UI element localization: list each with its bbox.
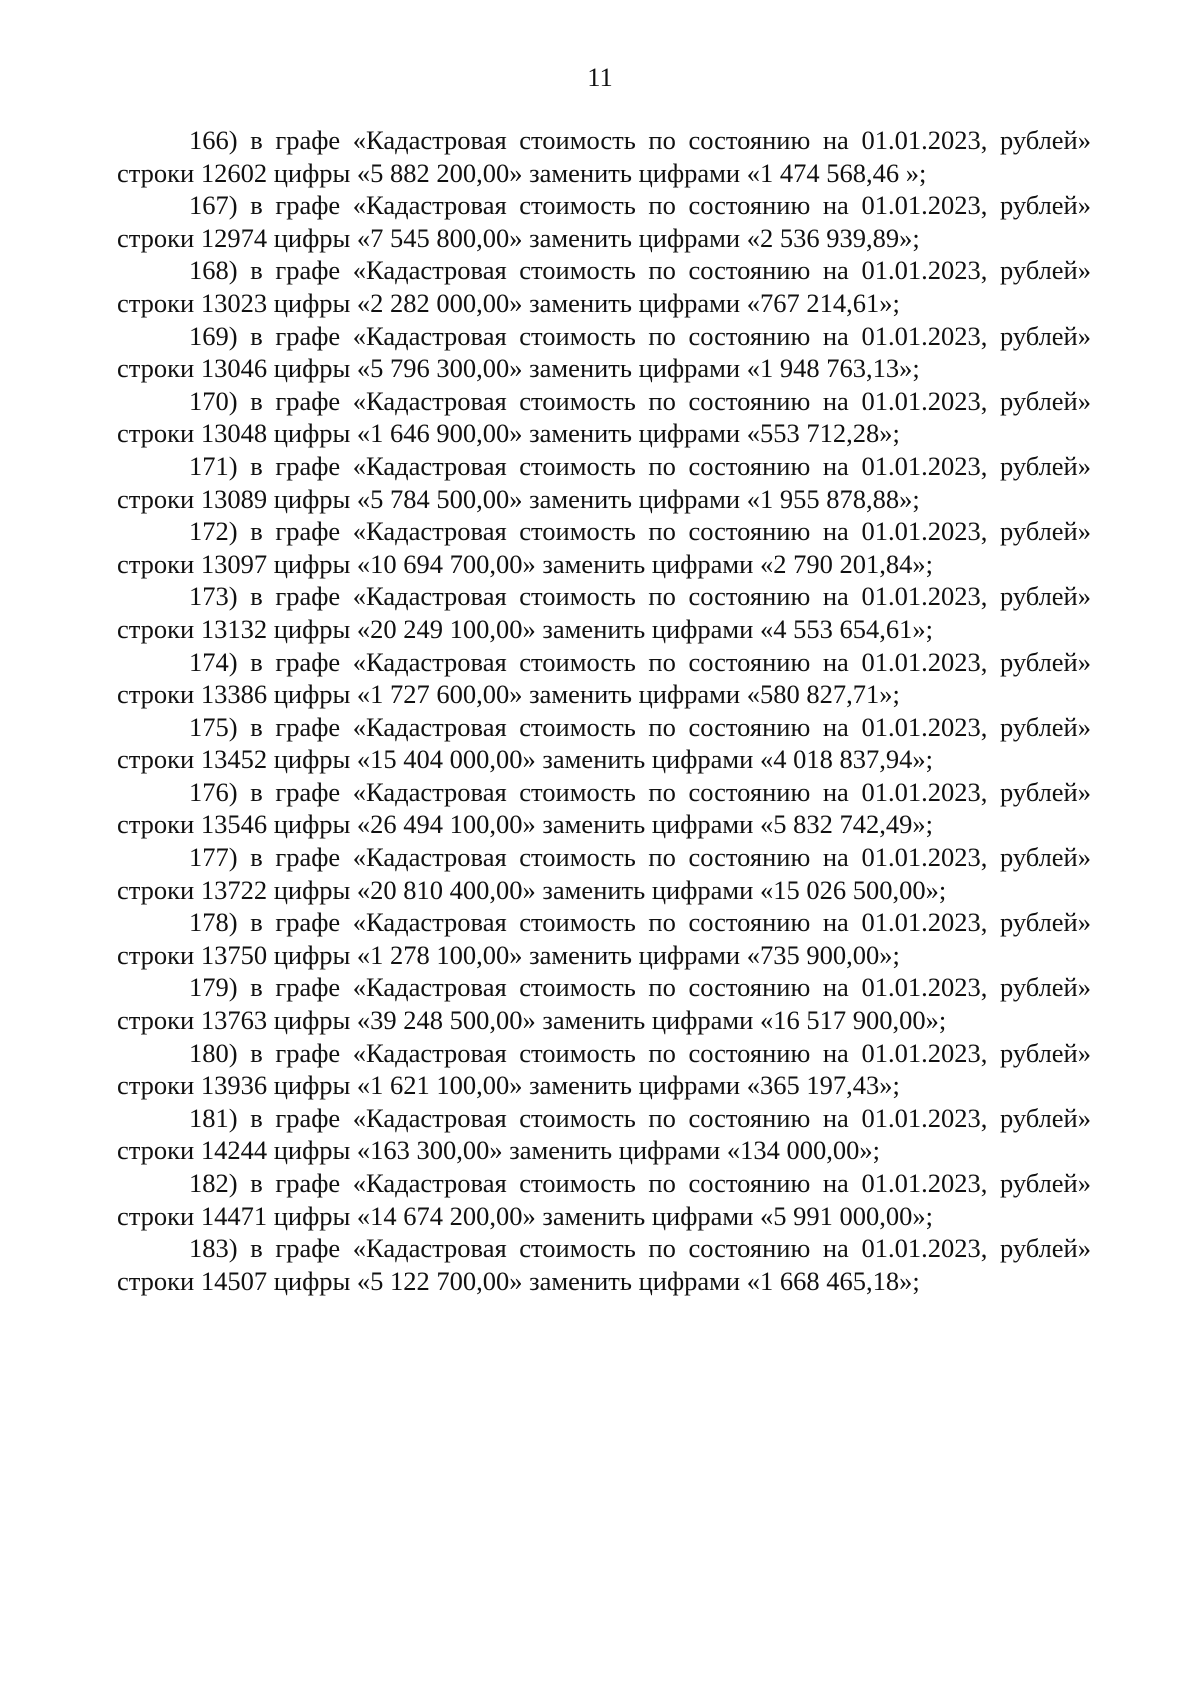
list-item: 173) в графе «Кадастровая стоимость по состоянию на 01.01.2023, рублей» строки 13132 цифры «20 249 100,00» заменить цифрами «4 553 654,61»; xyxy=(117,581,1091,644)
list-item: 169) в графе «Кадастровая стоимость по состоянию на 01.01.2023, рублей» строки 13046 цифры «5 796 300,00» заменить цифрами «1 948 763,13»; xyxy=(117,320,1091,384)
list-item: 174) в графе «Кадастровая стоимость по состоянию на 01.01.2023, рублей» строки 13386 цифры «1 727 600,00» заменить цифрами «580 827,71»; xyxy=(117,646,1091,710)
list-item: 176) в графе «Кадастровая стоимость по состоянию на 01.01.2023, рублей» строки 13546 цифры «26 494 100,00» заменить цифрами «5 832 742,49»; xyxy=(117,776,1091,840)
page-number: 11 xyxy=(587,62,613,92)
list-item: 178) в графе «Кадастровая стоимость по состоянию на 01.01.2023, рублей» строки 13750 цифры «1 278 100,00» заменить цифрами «735 900,00»; xyxy=(117,907,1091,970)
list-item: 179) в графе «Кадастровая стоимость по состоянию на 01.01.2023, рублей» строки 13763 цифры «39 248 500,00» заменить цифрами «16 517 900,00»; xyxy=(117,972,1091,1036)
list-item: 182) в графе «Кадастровая стоимость по состоянию на 01.01.2023, рублей» строки 14471 цифры «14 674 200,00» заменить цифрами «5 991 000,00»; xyxy=(117,1168,1091,1231)
list-item: 181) в графе «Кадастровая стоимость по состоянию на 01.01.2023, рублей» строки 14244 цифры «163 300,00» заменить цифрами «134 000,00»; xyxy=(117,1102,1091,1166)
list-item: 170) в графе «Кадастровая стоимость по состоянию на 01.01.2023, рублей» строки 13048 цифры «1 646 900,00» заменить цифрами «553 712,28»; xyxy=(117,385,1091,449)
list-item: 171) в графе «Кадастровая стоимость по состоянию на 01.01.2023, рублей» строки 13089 цифры «5 784 500,00» заменить цифрами «1 955 878,88»; xyxy=(117,450,1091,514)
list-item: 175) в графе «Кадастровая стоимость по состоянию на 01.01.2023, рублей» строки 13452 цифры «15 404 000,00» заменить цифрами «4 018 837,94»; xyxy=(117,711,1091,775)
list-item: 183) в графе «Кадастровая стоимость по состоянию на 01.01.2023, рублей» строки 14507 цифры «5 122 700,00» заменить цифрами «1 668 465,18»; xyxy=(117,1233,1091,1296)
list-item: 166) в графе «Кадастровая стоимость по состоянию на 01.01.2023, рублей» строки 12602 цифры «5 882 200,00» заменить цифрами «1 474 568,46 »; xyxy=(117,125,1091,188)
list-item: 167) в графе «Кадастровая стоимость по состоянию на 01.01.2023, рублей» строки 12974 цифры «7 545 800,00» заменить цифрами «2 536 939,89»; xyxy=(117,190,1091,253)
list-item: 168) в графе «Кадастровая стоимость по состоянию на 01.01.2023, рублей» строки 13023 цифры «2 282 000,00» заменить цифрами «767 214,61»; xyxy=(117,255,1091,318)
list-item: 177) в графе «Кадастровая стоимость по состоянию на 01.01.2023, рублей» строки 13722 цифры «20 810 400,00» заменить цифрами «15 026 500,00»; xyxy=(117,842,1091,905)
list-item: 180) в графе «Кадастровая стоимость по состоянию на 01.01.2023, рублей» строки 13936 цифры «1 621 100,00» заменить цифрами «365 197,43»; xyxy=(117,1037,1091,1101)
list-item: 172) в графе «Кадастровая стоимость по состоянию на 01.01.2023, рублей» строки 13097 цифры «10 694 700,00» заменить цифрами «2 790 201,84»; xyxy=(117,516,1091,579)
document-body xyxy=(117,124,1091,1297)
